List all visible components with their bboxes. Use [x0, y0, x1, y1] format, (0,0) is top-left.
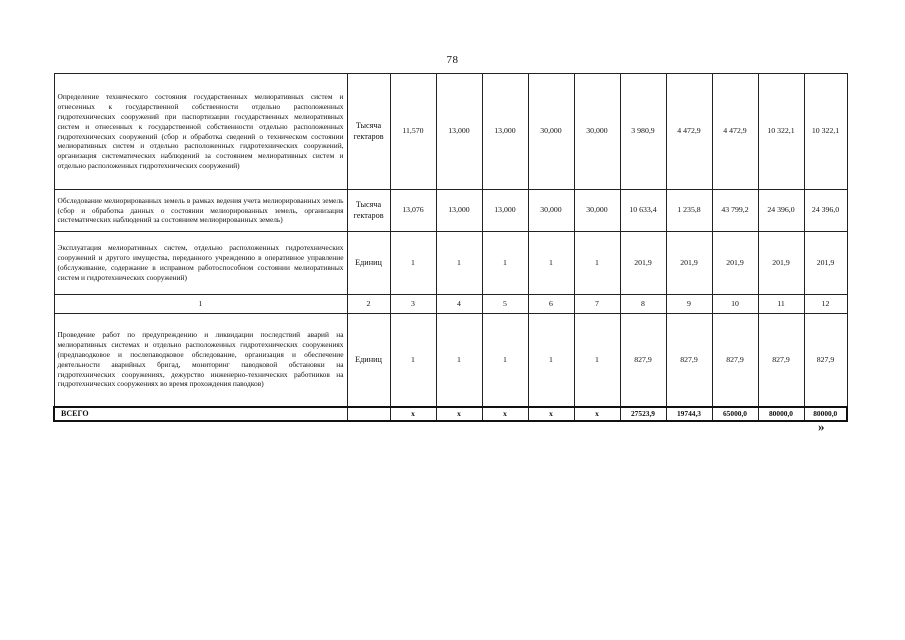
- cell-col5: 1: [482, 232, 528, 295]
- column-number: 7: [574, 295, 620, 314]
- column-number: 3: [390, 295, 436, 314]
- row-description: Проведение работ по предупреждению и ликвидации последствий аварий на мелиоративных системах и отдельно расположенных гидротехнических сооружениях (предпаводковое и послепаводковое обследование, организация и обеспечение деятельности аварийных бригад, мониторинг паводковой обстановки на гидротехнических сооружениях, дежурство инженерно-технических работников на гидротехнических сооружениях во время прохождения паводков): [54, 314, 347, 407]
- row-unit: Единиц: [347, 232, 390, 295]
- row-description: Определение технического состояния государственных мелиоративных систем и отнесенных к государственной собственности отдельно расположенных гидротехнических сооружений при паспортизации государственных мелиоративных систем и отнесенных к государственной собственности отдельно расположенных гидротехнических сооружений (сбор и обработка сведений о техническом состоянии мелиоративных систем и отдельно расположенных гидротехнических сооружений, организация систематических наблюдений за состоянием мелиоративных систем и отдельно расположенных гидротехнических сооружений): [54, 74, 347, 190]
- column-number-row: [54, 295, 847, 314]
- cell-col5: 13,000: [482, 190, 528, 232]
- cell-col7: 1: [574, 232, 620, 295]
- cell-col12: 24 396,0: [804, 190, 847, 232]
- column-number: 1: [54, 295, 347, 314]
- cell-col6: 1: [528, 314, 574, 407]
- cell-col4: 1: [436, 314, 482, 407]
- cell-col3: 1: [390, 314, 436, 407]
- row-unit: Тысяча гектаров: [347, 190, 390, 232]
- cell-col12: 201,9: [804, 232, 847, 295]
- cell-col11: 827,9: [758, 314, 804, 407]
- cell-col10: 201,9: [712, 232, 758, 295]
- cell-col3: 1: [390, 232, 436, 295]
- cell-col9: 827,9: [666, 314, 712, 407]
- cell-col3: 11,570: [390, 74, 436, 190]
- cell-col11: 24 396,0: [758, 190, 804, 232]
- data-table: [53, 73, 848, 422]
- page-number: 78: [446, 54, 459, 66]
- cell-col9: 201,9: [666, 232, 712, 295]
- cell-col10: 4 472,9: [712, 74, 758, 190]
- cell-col12: 10 322,1: [804, 74, 847, 190]
- cell-col11: 201,9: [758, 232, 804, 295]
- column-number: 6: [528, 295, 574, 314]
- column-number: 12: [804, 295, 847, 314]
- total-row: [54, 407, 847, 422]
- cell-col6: 1: [528, 232, 574, 295]
- cell-col8: 3 980,9: [620, 74, 666, 190]
- row-description: Эксплуатация мелиоративных систем, отдельно расположенных гидротехнических сооружений и другого имущества, переданного учреждению в оперативное управление (обслуживание, содержание в исправном работоспособном состоянии мелиоративных систем и гидротехнических сооружений): [54, 232, 347, 295]
- table-row: [54, 314, 847, 407]
- cell-col5: 13,000: [482, 74, 528, 190]
- total-cell-col4: x: [436, 407, 482, 422]
- total-cell-col9: 19744,3: [666, 407, 712, 422]
- cell-col6: 30,000: [528, 190, 574, 232]
- cell-col9: 4 472,9: [666, 74, 712, 190]
- column-number: 8: [620, 295, 666, 314]
- column-number: 10: [712, 295, 758, 314]
- table-row: [54, 190, 847, 232]
- column-number: 9: [666, 295, 712, 314]
- table-row: [54, 232, 847, 295]
- table-row: [54, 74, 847, 190]
- column-number: 11: [758, 295, 804, 314]
- cell-col10: 827,9: [712, 314, 758, 407]
- row-description: Обследование мелиорированных земель в рамках ведения учета мелиорированных земель (сбор и обработка данных о состоянии мелиорированных земель, организация систематических наблюдений за состоянием мелиорированных земель): [54, 190, 347, 232]
- total-cell-col10: 65000,0: [712, 407, 758, 422]
- total-cell-col11: 80000,0: [758, 407, 804, 422]
- total-cell-col12: 80000,0: [804, 407, 847, 422]
- column-number: 2: [347, 295, 390, 314]
- cell-col7: 30,000: [574, 74, 620, 190]
- cell-col8: 201,9: [620, 232, 666, 295]
- cell-col8: 10 633,4: [620, 190, 666, 232]
- total-label: ВСЕГО: [54, 407, 347, 422]
- cell-col4: 13,000: [436, 190, 482, 232]
- row-unit: Тысяча гектаров: [347, 74, 390, 190]
- column-number: 4: [436, 295, 482, 314]
- cell-col8: 827,9: [620, 314, 666, 407]
- total-unit: [347, 407, 390, 422]
- cell-col7: 30,000: [574, 190, 620, 232]
- cell-col7: 1: [574, 314, 620, 407]
- cell-col9: 1 235,8: [666, 190, 712, 232]
- total-cell-col5: x: [482, 407, 528, 422]
- total-cell-col7: x: [574, 407, 620, 422]
- cell-col12: 827,9: [804, 314, 847, 407]
- cell-col3: 13,076: [390, 190, 436, 232]
- cell-col4: 1: [436, 232, 482, 295]
- total-cell-col8: 27523,9: [620, 407, 666, 422]
- column-number: 5: [482, 295, 528, 314]
- cell-col11: 10 322,1: [758, 74, 804, 190]
- total-cell-col3: x: [390, 407, 436, 422]
- cell-col10: 43 799,2: [712, 190, 758, 232]
- closing-quote: »: [818, 419, 825, 434]
- total-cell-col6: x: [528, 407, 574, 422]
- cell-col5: 1: [482, 314, 528, 407]
- row-unit: Единиц: [347, 314, 390, 407]
- cell-col6: 30,000: [528, 74, 574, 190]
- cell-col4: 13,000: [436, 74, 482, 190]
